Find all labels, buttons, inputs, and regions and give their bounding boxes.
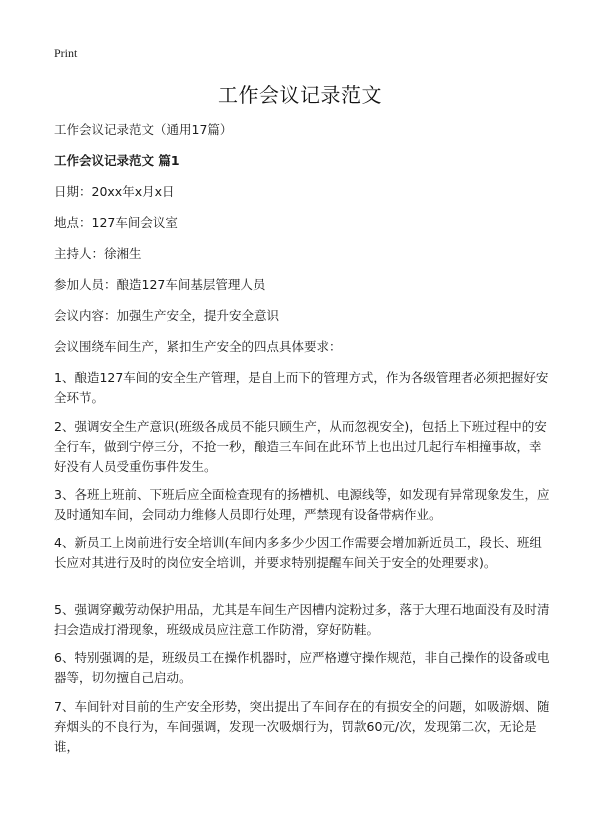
list-item: 4、新员工上岗前进行安全培训(车间内多多少少因工作需要会增加新近员工，段长、班组长应对其进行及时的岗位安全培训，并要求特别提醒车间关于安全的处理要求)。 <box>54 535 542 570</box>
field-location: 地点：127车间会议室 <box>54 215 178 230</box>
intro-paragraph: 会议围绕车间生产，紧扣生产安全的四点具体要求： <box>54 339 342 354</box>
list-item: 7、车间针对目前的生产安全形势，突出提出了车间存在的有损安全的问题，如吸游烟、随弃烟头的不良行为，车间强调，发现一次吸烟行为，罚款60元/次，发现第二次，无论是谁， <box>54 699 550 754</box>
section-heading: 工作会议记录范文 篇1 <box>54 153 180 168</box>
list-item: 5、强调穿戴劳动保护用品，尤其是车间生产因槽内淀粉过多，落于大理石地面没有及时清扫会造成打滑现象，班级成员应注意工作防滑，穿好防鞋。 <box>54 602 550 637</box>
list-item: 2、强调安全生产意识(班级各成员不能只顾生产，从而忽视安全)，包括上下班过程中的安全行车，做到宁停三分，不抢一秒，酿造三车间在此环节上也出过几起行车相撞事故，幸好没有人员受重伤事件发生。 <box>54 419 547 474</box>
field-date: 日期：20xx年x月x日 <box>54 184 175 199</box>
print-link[interactable]: Print <box>54 46 78 60</box>
page-title: 工作会议记录范文 <box>218 83 382 107</box>
field-content: 会议内容：加强生产安全，提升安全意识 <box>54 308 280 323</box>
list-item: 6、特别强调的是，班级员工在操作机器时，应严格遵守操作规范，非自己操作的设备或电器等，切勿擅自己启动。 <box>54 650 550 685</box>
field-host: 主持人：徐湘生 <box>54 246 142 261</box>
list-item: 3、各班上班前、下班后应全面检查现有的扬槽机、电源线等，如发现有异常现象发生，应及时通知车间，会同动力维修人员即行处理，严禁现有设备带病作业。 <box>54 487 550 522</box>
document-subtitle: 工作会议记录范文（通用17篇） <box>54 122 233 137</box>
field-attendees: 参加人员：酿造127车间基层管理人员 <box>54 277 266 292</box>
list-item: 1、酿造127车间的安全生产管理，是自上而下的管理方式，作为各级管理者必须把握好安全环节。 <box>54 370 549 405</box>
